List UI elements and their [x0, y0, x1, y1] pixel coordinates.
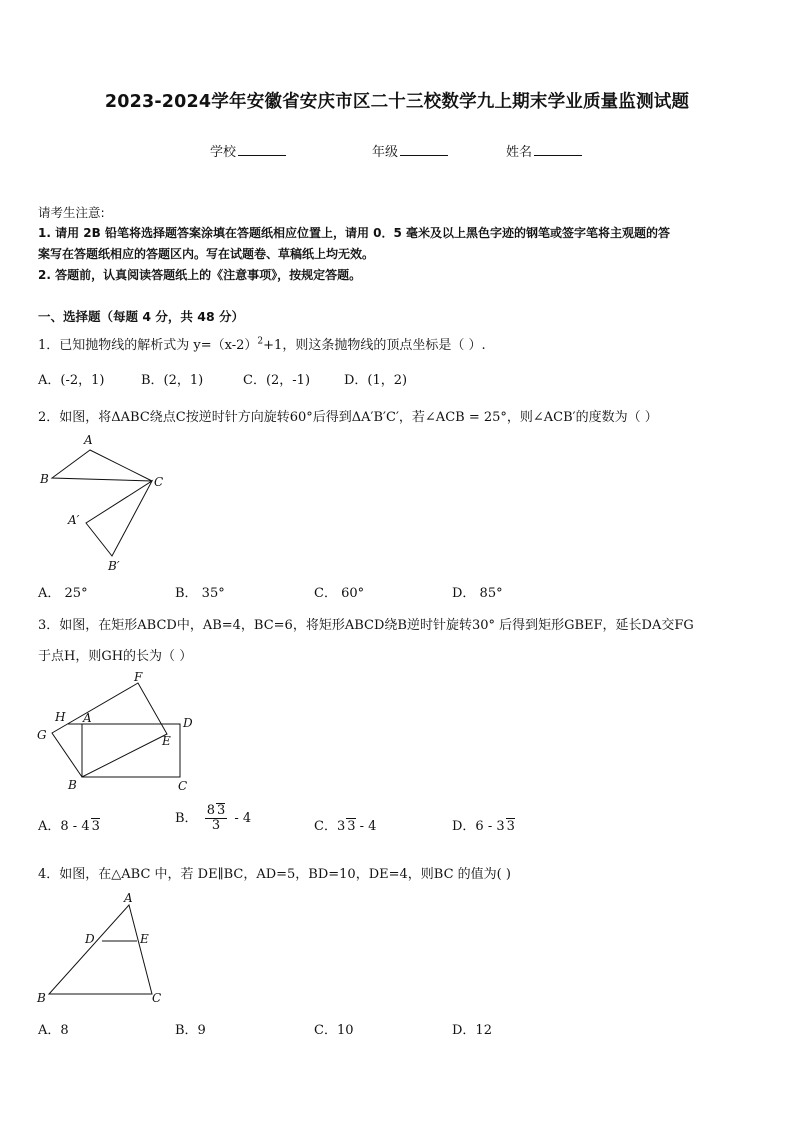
triangle-a1b1c — [86, 481, 152, 556]
triangle-abc — [52, 450, 152, 481]
q1-option-d[interactable]: D．(1，2) — [344, 373, 408, 388]
label-f: F — [134, 670, 143, 684]
q4-option-c[interactable]: C．10 — [314, 1023, 354, 1038]
label-a: A — [124, 891, 133, 905]
label-b: B — [37, 991, 46, 1005]
q4-option-a[interactable]: A．8 — [38, 1023, 69, 1038]
label-e: E — [162, 734, 171, 748]
page-title: 2023-2024学年安徽省安庆市区二十三校数学九上期末学业质量监测试题 — [104, 92, 690, 112]
notice-heading: 请考生注意: — [38, 205, 105, 220]
q3-option-d[interactable]: D．6 - 3 3 — [452, 819, 515, 834]
q4-triangle-figure — [30, 889, 180, 1007]
label-d: D — [183, 716, 193, 730]
q2-option-b[interactable]: B． 35° — [175, 586, 225, 601]
label-c: C — [178, 779, 188, 793]
q2-rotation-figure — [30, 428, 190, 576]
question-3-stem-line-2: 于点H，则GH的长为（ ） — [38, 649, 193, 664]
label-a-prime: A′ — [68, 513, 80, 527]
label-b-prime: B′ — [108, 559, 120, 573]
school-field[interactable]: 学校 — [210, 141, 286, 160]
q4-option-b[interactable]: B．9 — [175, 1023, 206, 1038]
label-b: B — [40, 472, 49, 486]
label-a: A — [84, 433, 93, 447]
triangle-abc — [49, 905, 152, 994]
q2-option-d[interactable]: D． 85° — [452, 586, 503, 601]
label-a: A — [83, 711, 92, 725]
label-e: E — [140, 932, 149, 946]
fraction: $\frac{8 3}{3}$ — [206, 803, 226, 834]
q3-option-b[interactable]: B． $\frac{8 3}{3}$ - 4 — [175, 803, 252, 834]
label-c: C — [152, 991, 162, 1005]
question-1-stem: 1．已知抛物线的解析式为 $y=(x-2)^2+1$，则这条抛物线的顶点坐标是（ ）. — [38, 336, 486, 353]
question-2-stem: 2．如图，将ΔABC绕点C按逆时针方向旋转60°后得到ΔA′B′C′，若∠ACB = 25°，则∠ACB′的度数为（ ） — [38, 410, 658, 425]
section-heading: 一、选择题（每题 4 分，共 48 分） — [38, 309, 245, 324]
label-h: H — [55, 710, 66, 724]
q2-option-a[interactable]: A． 25° — [38, 586, 88, 601]
grade-field[interactable]: 年级 — [372, 141, 448, 160]
q1-option-b[interactable]: B．(2，1) — [141, 373, 204, 388]
q3-option-c[interactable]: C．3 3 - 4 — [314, 819, 377, 834]
q2-option-c[interactable]: C． 60° — [314, 586, 365, 601]
notice-line-1b: 案写在答题纸相应的答题区内。写在试题卷、草稿纸上均无效。 — [38, 247, 375, 261]
q1-option-c[interactable]: C．(2，-1) — [243, 373, 311, 388]
q1-option-a[interactable]: A．(-2，1) — [38, 373, 105, 388]
notice-line-2: 2. 答题前，认真阅读答题纸上的《注意事项》，按规定答题。 — [38, 268, 362, 282]
notice-line-1a: 1. 请用 2B 铅笔将选择题答案涂填在答题纸相应位置上，请用 0．5 毫米及以上黑色字迹的钢笔或签字笔将主观题的答 — [38, 226, 670, 240]
q3-rectangle-figure — [30, 667, 205, 795]
label-b: B — [68, 778, 77, 792]
label-g: G — [37, 728, 47, 742]
q3-option-a[interactable]: A．8 - 4 3 — [38, 819, 100, 834]
name-field[interactable]: 姓名 — [506, 141, 582, 160]
rectangle-gbef — [52, 683, 167, 777]
label-c: C — [154, 475, 164, 489]
label-d: D — [85, 932, 95, 946]
question-3-stem-line-1: 3．如图，在矩形ABCD中，AB=4，BC=6，将矩形ABCD绕B逆时针旋转30° 后得到矩形GBEF，延长DA交FG — [38, 618, 694, 633]
question-4-stem: 4．如图，在△ABC 中，若 DE∥BC，AD=5，BD=10，DE=4，则BC 的值为( ) — [38, 867, 511, 882]
q4-option-d[interactable]: D．12 — [452, 1023, 492, 1038]
